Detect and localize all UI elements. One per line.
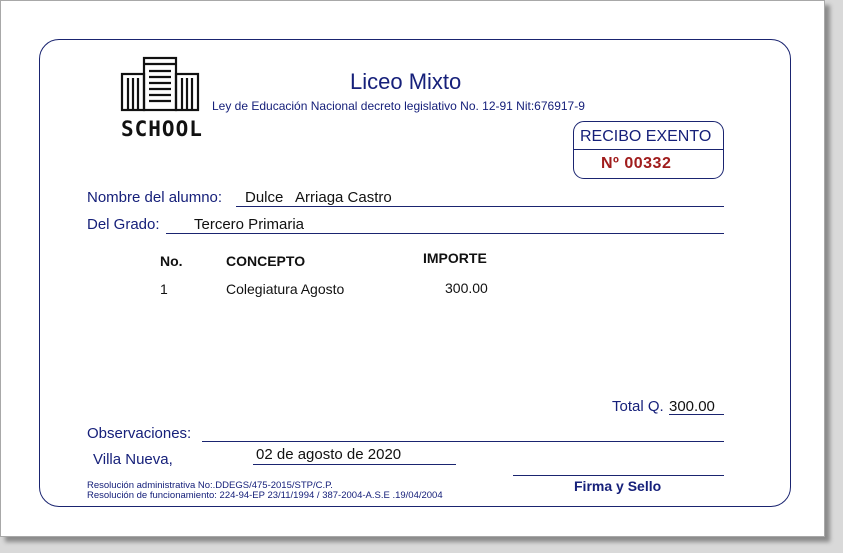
header-concepto: CONCEPTO	[226, 253, 306, 269]
receipt-number: Nº 00332	[601, 155, 672, 172]
row-no: 1	[160, 281, 168, 297]
total-value: 300.00	[669, 398, 715, 415]
student-name-label: Nombre del alumno:	[87, 189, 223, 206]
student-name-underline	[236, 206, 724, 207]
school-name: Liceo Mixto	[350, 69, 462, 94]
student-name-value: Dulce Arriaga Castro	[245, 189, 392, 206]
receipt-type-label: RECIBO EXENTO	[580, 128, 712, 145]
receipt-box-divider	[573, 149, 724, 150]
header-importe: IMPORTE	[423, 250, 487, 266]
school-subtitle: Ley de Educación Nacional decreto legislativo No. 12-91 Nit:676917-9	[212, 99, 585, 113]
grade-label: Del Grado:	[87, 216, 160, 233]
date-underline	[253, 464, 456, 465]
observations-label: Observaciones:	[87, 425, 192, 442]
signature-line	[513, 475, 724, 476]
row-concepto: Colegiatura Agosto	[226, 281, 345, 297]
resolution-funcionamiento: Resolución de funcionamiento: 224-94-EP 23/11/1994 / 387-2004-A.S.E .19/04/2004	[87, 490, 443, 501]
grade-value: Tercero Primaria	[194, 216, 305, 233]
logo-text: SCHOOL	[121, 117, 203, 141]
row-importe: 300.00	[445, 280, 488, 296]
grade-underline	[166, 233, 724, 234]
header-no: No.	[160, 253, 183, 269]
total-label: Total Q.	[612, 398, 664, 415]
place-label: Villa Nueva,	[93, 451, 173, 468]
observations-underline	[202, 441, 724, 442]
total-underline	[669, 414, 724, 415]
date-value: 02 de agosto de 2020	[256, 446, 402, 463]
resolution-administrativa: Resolución administrativa No:.DDEGS/475-2015/STP/C.P.	[87, 480, 333, 491]
signature-label: Firma y Sello	[574, 478, 662, 494]
